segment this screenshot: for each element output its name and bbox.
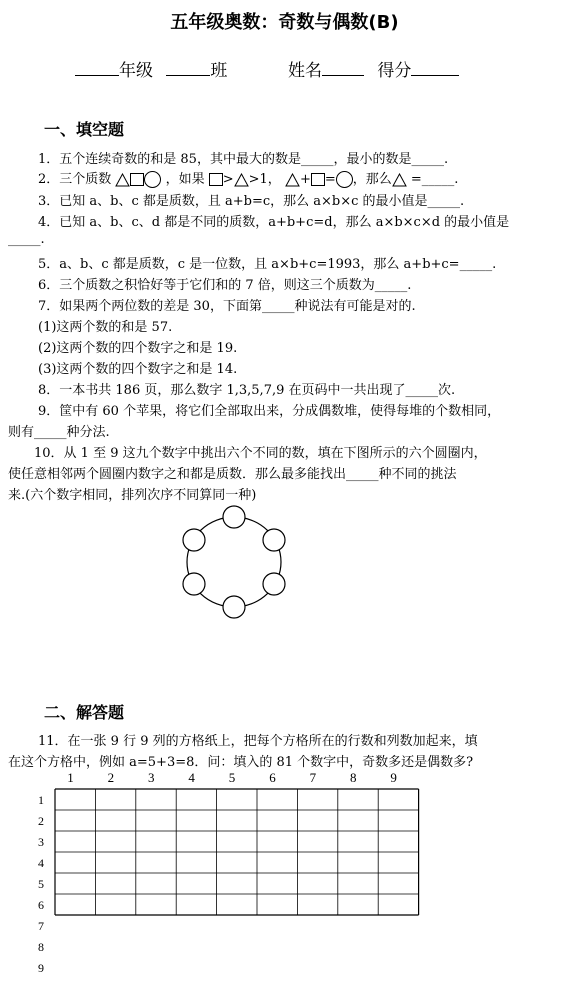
section-heading-answer: 二、解答题 — [44, 703, 125, 722]
row-label: 1 — [38, 793, 44, 807]
section-heading-fill: 一、填空题 — [44, 120, 125, 139]
question-9: 9．筐中有 60 个苹果，将它们全部取出来，分成偶数堆，使得每堆的个数相同， — [38, 404, 501, 419]
question-10: 10．从 1 至 9 这九个数字中挑出六个不同的数，填在下图所示的六个圆圈内， — [34, 446, 487, 461]
answer-circle[interactable] — [263, 529, 285, 551]
circle-icon — [144, 171, 161, 188]
answer-circle[interactable] — [183, 529, 205, 551]
score-blank[interactable] — [411, 59, 459, 76]
question-4-cont: _____. — [8, 232, 45, 247]
score-label: 得分 — [377, 61, 412, 81]
class-label: 班 — [210, 61, 228, 81]
triangle-icon — [234, 173, 249, 187]
question-7: 7．如果两个两位数的差是 30，下面第_____种说法有可能是对的. — [38, 299, 416, 314]
column-label: 7 — [309, 770, 317, 785]
column-label: 9 — [390, 770, 397, 785]
six-circle-ring-diagram — [170, 500, 300, 625]
question-2: 2．三个质数 ，如果 > >1， + = ，那么 =_____. — [38, 172, 459, 187]
page-title: 五年级奥数：奇数与偶数(B) — [170, 12, 399, 33]
answer-circle[interactable] — [223, 596, 245, 618]
triangle-icon — [115, 173, 130, 187]
number-grid — [30, 768, 430, 983]
column-label: 3 — [148, 770, 155, 785]
square-icon — [311, 173, 325, 186]
square-icon — [209, 173, 223, 186]
column-label: 6 — [269, 770, 276, 785]
question-8: 8．一本书共 186 页，那么数字 1,3,5,7,9 在页码中一共出现了_____次. — [38, 383, 456, 398]
ring — [187, 517, 281, 607]
question-5: 5．a、b、c 都是质数，c 是一位数，且 a×b+c=1993，那么 a+b+c=_____. — [38, 257, 497, 272]
row-label: 4 — [38, 856, 44, 870]
row-label: 9 — [38, 961, 44, 975]
name-label: 姓名 — [288, 61, 322, 81]
square-icon — [130, 173, 144, 186]
question-10-cont-1: 使任意相邻两个圆圈内数字之和都是质数．那么最多能找出_____种不同的挑法 — [8, 467, 457, 482]
column-label: 8 — [350, 770, 357, 785]
question-7-option-3: (3)这两个数的四个数字之和是 14. — [38, 362, 238, 377]
column-label: 5 — [228, 770, 236, 785]
name-blank[interactable] — [322, 59, 364, 76]
question-6: 6．三个质数之积恰好等于它们和的 7 倍，则这三个质数为_____. — [38, 278, 412, 293]
triangle-icon — [285, 173, 300, 187]
question-9-cont: 则有_____种分法. — [8, 425, 110, 440]
answer-circle[interactable] — [183, 573, 205, 595]
question-7-option-1: (1)这两个数的和是 57. — [38, 320, 173, 335]
circle-icon — [336, 171, 353, 188]
student-info — [75, 56, 227, 81]
question-1: 1．五个连续奇数的和是 85，其中最大的数是_____，最小的数是_____. — [38, 152, 449, 167]
class-blank[interactable] — [166, 59, 210, 76]
question-4: 4．已知 a、b、c、d 都是不同的质数，a+b+c=d，那么 a×b×c×d 的最小值是 — [38, 215, 510, 230]
row-label: 2 — [38, 814, 44, 828]
row-label: 6 — [38, 898, 44, 912]
column-label: 4 — [188, 770, 195, 785]
student-info-2 — [288, 56, 459, 81]
answer-circle[interactable] — [263, 573, 285, 595]
answer-circle[interactable] — [223, 506, 245, 528]
question-11: 11．在一张 9 行 9 列的方格纸上，把每个方格所在的行数和列数加起来，填 — [38, 734, 478, 749]
grade-label: 年级 — [119, 61, 153, 81]
column-label: 1 — [67, 770, 74, 785]
question-11-cont: 在这个方格中，例如 a=5+3=8．问：填入的 81 个数字中，奇数多还是偶数多? — [8, 755, 474, 770]
row-label: 8 — [38, 940, 44, 954]
row-label: 7 — [38, 919, 44, 933]
question-3: 3．已知 a、b、c 都是质数，且 a+b=c，那么 a×b×c 的最小值是_____. — [38, 194, 465, 209]
question-7-option-2: (2)这两个数的四个数字之和是 19. — [38, 341, 238, 356]
column-label: 2 — [107, 770, 115, 785]
row-label: 3 — [38, 835, 44, 849]
triangle-icon — [392, 173, 407, 187]
question-10-cont-2: 来.(六个数字相同，排列次序不同算同一种) — [8, 488, 257, 503]
grade-blank[interactable] — [75, 59, 119, 76]
row-label: 5 — [38, 877, 44, 891]
